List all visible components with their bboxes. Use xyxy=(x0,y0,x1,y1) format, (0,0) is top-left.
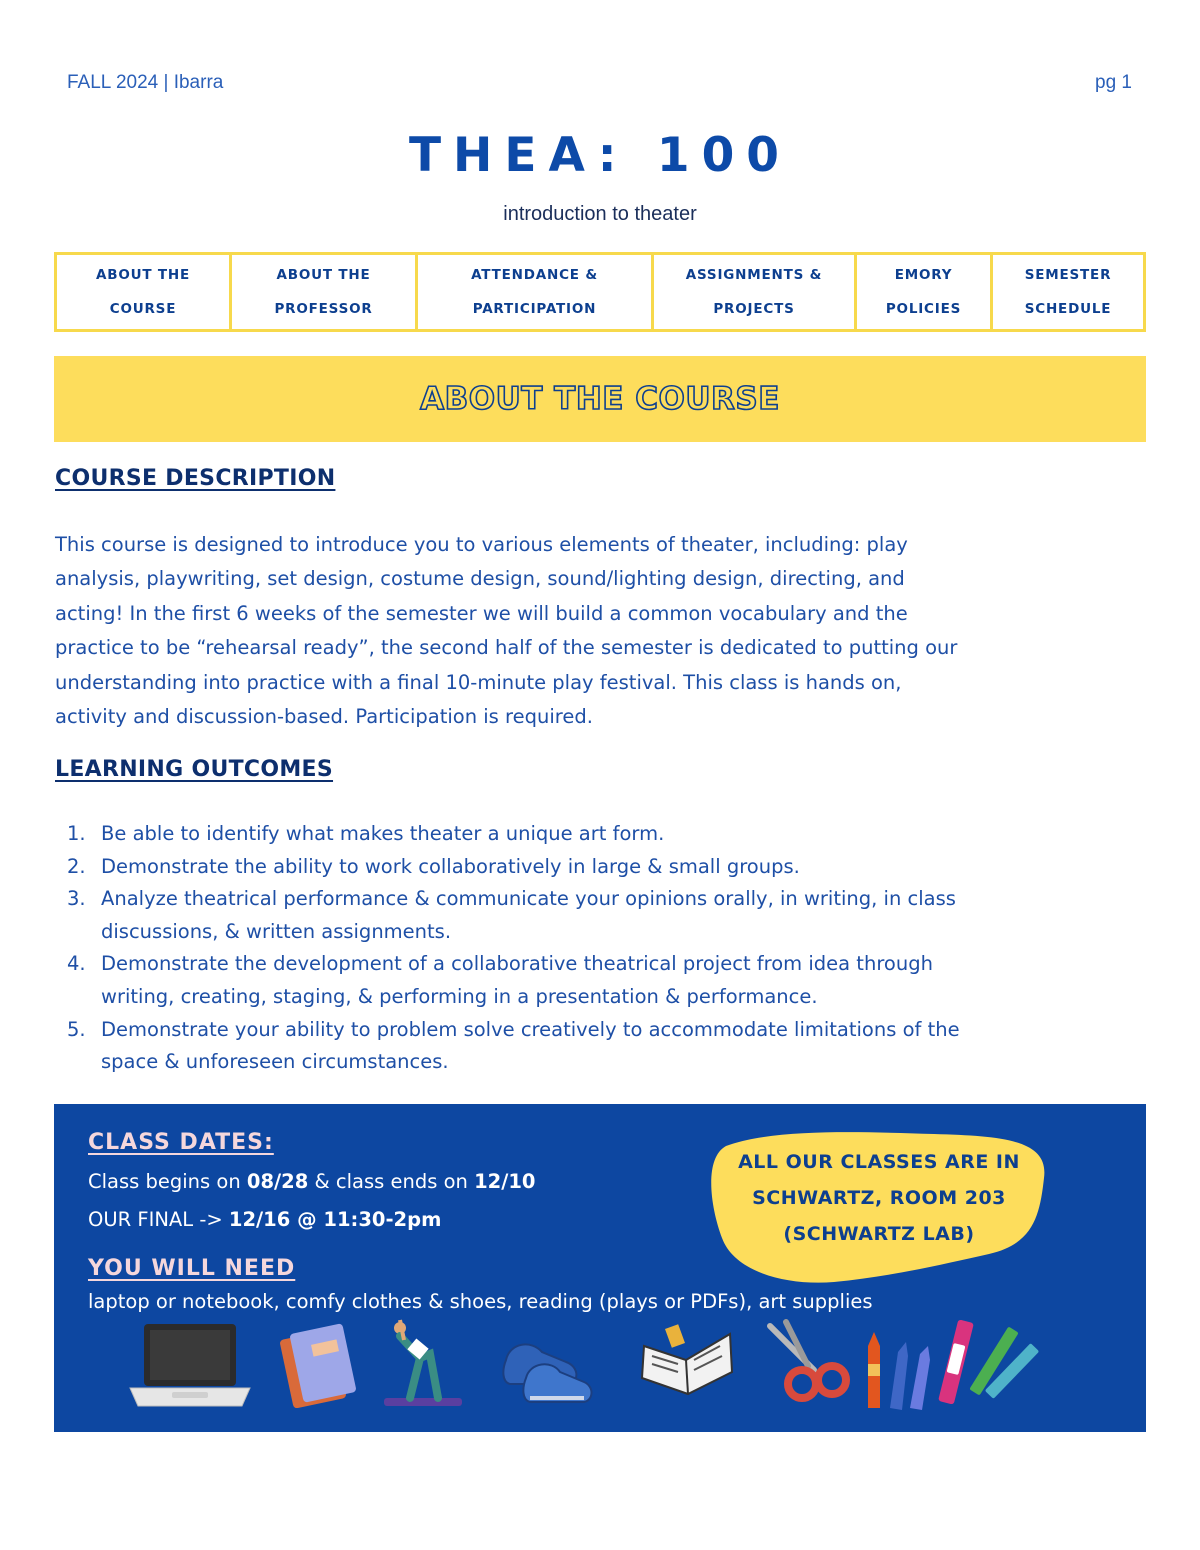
nav-label: ASSIGNMENTS & xyxy=(685,267,823,283)
outcome-line: space & unforeseen circumstances. xyxy=(101,1050,449,1074)
nav-label: PROFESSOR xyxy=(274,301,373,317)
learning-outcomes-heading: LEARNING OUTCOMES xyxy=(55,757,334,782)
section-nav xyxy=(54,252,1146,332)
class-info-box xyxy=(54,1104,1146,1432)
final-label: OUR FINAL -> xyxy=(88,1208,229,1231)
yoga-pose-icon xyxy=(380,1318,466,1408)
laptop-icon xyxy=(128,1322,252,1410)
nav-about-course[interactable] xyxy=(57,255,232,329)
location-line: SCHWARTZ, ROOM 203 xyxy=(752,1187,1006,1209)
nav-label: COURSE xyxy=(109,301,177,317)
nav-label: SEMESTER xyxy=(1024,267,1112,283)
nav-label: ABOUT THE xyxy=(276,267,371,283)
section-banner xyxy=(54,356,1146,442)
nav-label: ATTENDANCE & xyxy=(471,267,598,283)
class-dates-heading: CLASS DATES: xyxy=(88,1130,274,1155)
nav-label: ABOUT THE xyxy=(95,267,190,283)
list-item xyxy=(55,883,1145,948)
description-line: practice to be “rehearsal ready”, the second half of the semester is dedicated to putting our xyxy=(55,636,958,660)
nav-attendance[interactable] xyxy=(418,255,654,329)
nav-about-professor[interactable] xyxy=(232,255,418,329)
list-item xyxy=(55,818,1145,851)
list-number: 4. xyxy=(67,952,86,976)
scissors-icon xyxy=(762,1318,854,1410)
course-description-text xyxy=(55,528,1145,734)
notebook-icon xyxy=(280,1320,360,1408)
crayons-icon xyxy=(864,1324,936,1410)
description-line: This course is designed to introduce you to various elements of theater, including: play xyxy=(55,533,908,556)
list-item xyxy=(55,1014,1145,1079)
location-line: ALL OUR CLASSES ARE IN xyxy=(738,1151,1020,1173)
nav-label: EMORY xyxy=(894,267,953,283)
nav-emory-policies[interactable] xyxy=(857,255,993,329)
nav-label: PARTICIPATION xyxy=(472,301,597,317)
open-book-icon xyxy=(638,1320,736,1396)
location-line: (SCHWARTZ LAB) xyxy=(783,1223,975,1245)
description-line: activity and discussion-based. Participation is required. xyxy=(55,705,593,729)
you-will-need-text: laptop or notebook, comfy clothes & shoes, reading (plays or PDFs), art supplies xyxy=(88,1290,873,1313)
header-term-instructor: FALL 2024 | Ibarra xyxy=(67,72,224,93)
final-exam-line xyxy=(88,1208,441,1231)
course-title: THEA: 100 xyxy=(408,128,791,183)
location-text xyxy=(704,1144,1054,1252)
you-will-need-heading: YOU WILL NEED xyxy=(88,1256,296,1281)
outcome-line: Demonstrate the development of a collaborative theatrical project from idea through xyxy=(101,952,933,976)
learning-outcomes-list xyxy=(55,818,1145,1079)
nav-label: SCHEDULE xyxy=(1024,301,1112,317)
nav-label: PROJECTS xyxy=(713,301,795,317)
markers-icon xyxy=(936,1314,1042,1410)
outcome-line: Be able to identify what makes theater a unique art form. xyxy=(101,822,665,845)
class-begins-date: 08/28 xyxy=(246,1170,309,1193)
outcome-line: Demonstrate the ability to work collaboratively in large & small groups. xyxy=(101,854,800,878)
nav-assignments[interactable] xyxy=(654,255,857,329)
outcome-line: writing, creating, staging, & performing in a presentation & performance. xyxy=(101,984,818,1008)
outcome-line: discussions, & written assignments. xyxy=(101,919,452,943)
list-number: 2. xyxy=(67,854,86,878)
course-description-heading: COURSE DESCRIPTION xyxy=(55,466,336,491)
description-line: acting! In the first 6 weeks of the semester we will build a common vocabulary and the xyxy=(55,601,908,625)
sneakers-icon xyxy=(496,1326,596,1408)
description-line: analysis, playwriting, set design, costume design, sound/lighting design, directing, and xyxy=(55,567,905,591)
list-number: 5. xyxy=(67,1017,86,1041)
nav-label: POLICIES xyxy=(885,301,962,317)
class-ends-label: & class ends on xyxy=(308,1170,475,1193)
outcome-line: Demonstrate your ability to problem solve creatively to accommodate limitations of the xyxy=(101,1017,960,1041)
nav-semester-schedule[interactable] xyxy=(993,255,1143,329)
class-ends-date: 12/10 xyxy=(474,1170,536,1193)
list-item xyxy=(55,851,1145,884)
class-begins-label: Class begins on xyxy=(88,1170,247,1193)
list-item xyxy=(55,948,1145,1013)
list-number: 1. xyxy=(67,822,86,845)
class-dates-line xyxy=(88,1170,536,1193)
list-number: 3. xyxy=(67,887,86,911)
page-number: pg 1 xyxy=(1095,72,1132,93)
course-subtitle: introduction to theater xyxy=(503,203,697,225)
final-date: 12/16 @ 11:30-2pm xyxy=(228,1208,442,1231)
description-line: understanding into practice with a final 10-minute play festival. This class is hands on, xyxy=(55,670,902,694)
section-banner-title: ABOUT THE COURSE xyxy=(420,381,780,417)
outcome-line: Analyze theatrical performance & communicate your opinions orally, in writing, in class xyxy=(101,887,956,911)
